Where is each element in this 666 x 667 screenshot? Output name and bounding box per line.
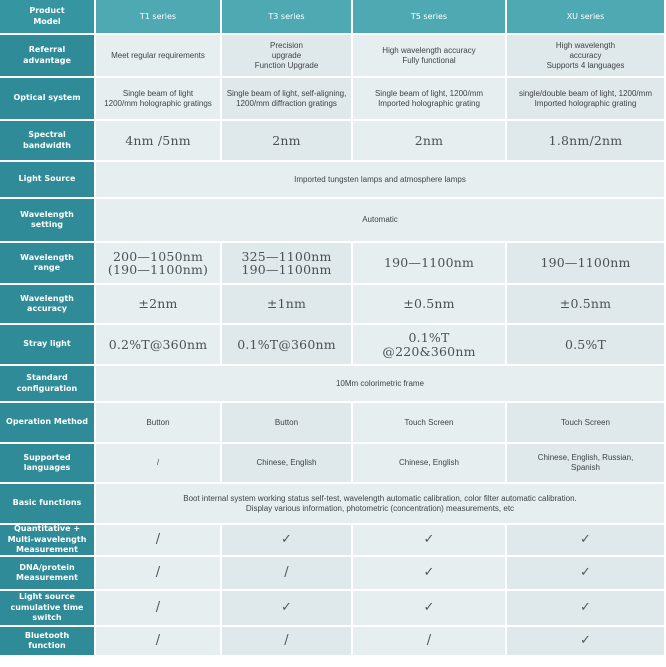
cell-r10-c2: Button bbox=[222, 403, 353, 444]
cell-r15-c2: ✓ bbox=[222, 591, 353, 627]
row-label-10: Operation Method bbox=[0, 403, 96, 444]
cell-r14-c3: ✓ bbox=[353, 557, 507, 591]
cell-r3-c1: 4nm /5nm bbox=[96, 121, 222, 162]
cell-r14-c4: ✓ bbox=[507, 557, 666, 591]
row-label-14: DNA/protein Measurement bbox=[0, 557, 96, 591]
cell-r6-c3: 190—1100nm bbox=[353, 243, 507, 285]
row-span-value-9: 10Mm colorimetric frame bbox=[96, 366, 666, 403]
cell-r2-c4: single/double beam of light, 1200/mm Imported holographic grating bbox=[507, 78, 666, 121]
cell-r7-c1: ±2nm bbox=[96, 285, 222, 325]
model-header-2: T3 series bbox=[222, 0, 353, 35]
cell-r6-c4: 190—1100nm bbox=[507, 243, 666, 285]
row-label-5: Wavelength setting bbox=[0, 199, 96, 243]
row-label-13: Quantitative + Multi-wavelength Measurement bbox=[0, 525, 96, 557]
row-span-value-5: Automatic bbox=[96, 199, 666, 243]
cell-r3-c3: 2nm bbox=[353, 121, 507, 162]
cell-r13-c3: ✓ bbox=[353, 525, 507, 557]
cell-r15-c3: ✓ bbox=[353, 591, 507, 627]
row-label-12: Basic functions bbox=[0, 484, 96, 525]
cell-r16-c3: / bbox=[353, 627, 507, 657]
cell-r15-c4: ✓ bbox=[507, 591, 666, 627]
row-label-15: Light source cumulative time switch bbox=[0, 591, 96, 627]
cell-r6-c1: 200—1050nm (190—1100nm) bbox=[96, 243, 222, 285]
row-label-8: Stray light bbox=[0, 325, 96, 366]
cell-r11-c4: Chinese, English, Russian, Spanish bbox=[507, 444, 666, 484]
cell-r8-c4: 0.5%T bbox=[507, 325, 666, 366]
row-label-11: Supported languages bbox=[0, 444, 96, 484]
cell-r13-c1: / bbox=[96, 525, 222, 557]
cell-r3-c2: 2nm bbox=[222, 121, 353, 162]
model-header-3: T5 series bbox=[353, 0, 507, 35]
cell-r1-c1: Meet regular requirements bbox=[96, 35, 222, 78]
cell-r16-c1: / bbox=[96, 627, 222, 657]
model-header-1: T1 series bbox=[96, 0, 222, 35]
cell-r2-c2: Single beam of light, self-aligning, 1200/mm diffraction gratings bbox=[222, 78, 353, 121]
row-span-value-4: Imported tungsten lamps and atmosphere lamps bbox=[96, 162, 666, 199]
row-label-3: Spectral bandwidth bbox=[0, 121, 96, 162]
cell-r11-c2: Chinese, English bbox=[222, 444, 353, 484]
cell-r16-c4: ✓ bbox=[507, 627, 666, 657]
cell-r10-c1: Button bbox=[96, 403, 222, 444]
cell-r10-c4: Touch Screen bbox=[507, 403, 666, 444]
row-span-value-12: Boot internal system working status self-test, wavelength automatic calibration, color filter automatic calibration. Display various information, photometric (concentration) measurements, etc bbox=[96, 484, 666, 525]
cell-r2-c1: Single beam of light 1200/mm holographic gratings bbox=[96, 78, 222, 121]
cell-r6-c2: 325—1100nm 190—1100nm bbox=[222, 243, 353, 285]
cell-r1-c2: Precision upgrade Function Upgrade bbox=[222, 35, 353, 78]
cell-r11-c1: / bbox=[96, 444, 222, 484]
cell-r13-c2: ✓ bbox=[222, 525, 353, 557]
row-label-16: Bluetooth function bbox=[0, 627, 96, 657]
model-header-4: XU series bbox=[507, 0, 666, 35]
cell-r15-c1: / bbox=[96, 591, 222, 627]
row-label-4: Light Source bbox=[0, 162, 96, 199]
cell-r13-c4: ✓ bbox=[507, 525, 666, 557]
cell-r16-c2: / bbox=[222, 627, 353, 657]
row-label-7: Wavelength accuracy bbox=[0, 285, 96, 325]
row-label-9: Standard configuration bbox=[0, 366, 96, 403]
cell-r14-c2: / bbox=[222, 557, 353, 591]
cell-r7-c3: ±0.5nm bbox=[353, 285, 507, 325]
cell-r1-c4: High wavelength accuracy Supports 4 languages bbox=[507, 35, 666, 78]
cell-r11-c3: Chinese, English bbox=[353, 444, 507, 484]
row-label-1: Referral advantage bbox=[0, 35, 96, 78]
cell-r10-c3: Touch Screen bbox=[353, 403, 507, 444]
row-label-6: Wavelength range bbox=[0, 243, 96, 285]
product-model-header: Product Model bbox=[0, 0, 96, 35]
cell-r7-c4: ±0.5nm bbox=[507, 285, 666, 325]
cell-r3-c4: 1.8nm/2nm bbox=[507, 121, 666, 162]
cell-r8-c2: 0.1%T@360nm bbox=[222, 325, 353, 366]
cell-r7-c2: ±1nm bbox=[222, 285, 353, 325]
cell-r2-c3: Single beam of light, 1200/mm Imported holographic grating bbox=[353, 78, 507, 121]
row-label-2: Optical system bbox=[0, 78, 96, 121]
cell-r8-c3: 0.1%T @220&360nm bbox=[353, 325, 507, 366]
cell-r1-c3: High wavelength accuracy Fully functional bbox=[353, 35, 507, 78]
cell-r8-c1: 0.2%T@360nm bbox=[96, 325, 222, 366]
cell-r14-c1: / bbox=[96, 557, 222, 591]
